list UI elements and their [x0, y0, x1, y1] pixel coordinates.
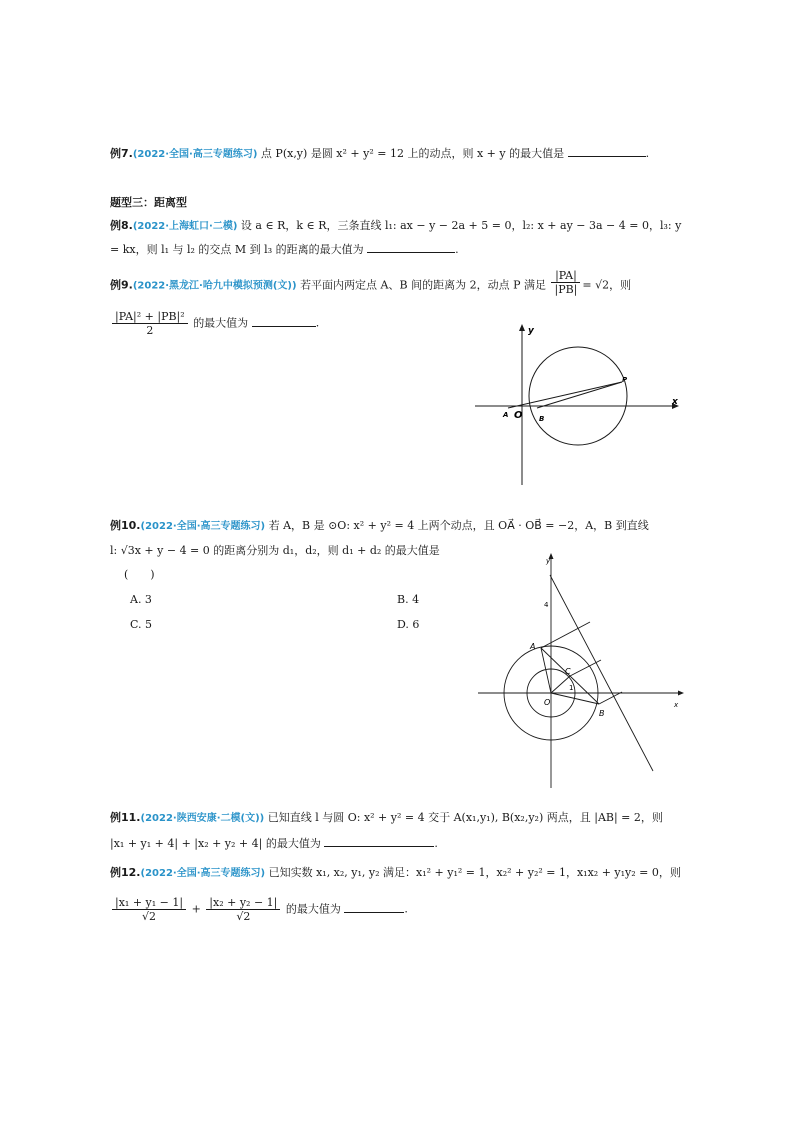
period: .	[404, 902, 408, 916]
perp-A	[541, 622, 590, 648]
example-11	[110, 811, 663, 826]
label-A: A	[503, 411, 509, 419]
label-y: y	[528, 326, 534, 336]
example-text: 的最大值为	[285, 902, 341, 916]
answer-blank[interactable]	[324, 836, 434, 847]
example-8	[110, 219, 681, 234]
label-B: B	[599, 709, 605, 718]
example-7	[110, 146, 649, 162]
example-label: 例8.	[110, 219, 133, 232]
example-10-line2	[110, 544, 440, 558]
section-title: 题型三：距离型	[110, 196, 187, 209]
period: .	[455, 243, 459, 256]
choice-b[interactable]: B. 4	[397, 593, 420, 606]
answer-blank[interactable]	[252, 316, 316, 327]
example-text: 已知实数 x₁, x₂, y₁, y₂ 满足：x₁² + y₁² = 1，x₂² + y₂² = 1，x₁x₂ + y₁y₂ = 0，则	[268, 866, 681, 879]
figure-ex10	[470, 545, 690, 795]
example-label: 例10.	[110, 519, 141, 532]
example-10	[110, 519, 649, 534]
fraction-denominator: 2	[146, 324, 154, 337]
example-source: (2022·黑龙江·哈九中模拟预测(文))	[132, 280, 297, 292]
plus-sign: +	[191, 902, 201, 916]
fraction-1	[112, 896, 186, 923]
period: .	[315, 316, 320, 330]
example-text: = √2，则	[582, 278, 632, 292]
fraction-2	[206, 896, 280, 923]
example-source: (2022·上海虹口·二模)	[132, 221, 238, 232]
fraction-numerator: |PA|² + |PB|²	[112, 310, 188, 324]
example-9-line2	[110, 310, 319, 337]
example-text: 若平面内两定点 A、B 间的距离为 2，动点 P 满足	[300, 278, 546, 292]
label-C: C	[565, 667, 571, 676]
answer-blank[interactable]	[344, 902, 404, 913]
example-label: 例12.	[110, 866, 141, 879]
period: .	[645, 147, 650, 160]
label-1: 1	[569, 684, 574, 692]
example-text: l: √3x + y − 4 = 0 的距离分别为 d₁，d₂，则 d₁ + d₂ 的最大值是	[110, 544, 440, 557]
example-8-line2	[110, 242, 459, 257]
x-axis-arrow-icon	[678, 691, 684, 696]
answer-blank[interactable]	[568, 146, 646, 157]
fraction-denominator: √2	[142, 910, 157, 923]
choice-c[interactable]: C. 5	[130, 618, 153, 631]
sum-fraction	[112, 310, 188, 337]
example-text: |x₁ + y₁ + 4| + |x₂ + y₂ + 4| 的最大值为	[110, 837, 321, 850]
y-axis-arrow-icon	[519, 324, 525, 331]
example-text: 设 a ∈ R，k ∈ R，三条直线 l₁: ax − y − 2a + 5 = 0，l₂: x + ay − 3a − 4 = 0，l₃: y	[240, 219, 682, 232]
fraction-numerator: |x₁ + y₁ − 1|	[112, 896, 186, 910]
label-x: x	[672, 397, 678, 407]
fraction-denominator: √2	[236, 910, 251, 923]
ratio-fraction	[551, 269, 580, 296]
label-O: O	[544, 698, 551, 707]
example-label: 例9.	[110, 278, 133, 292]
example-source: (2022·陕西安康·二模(文))	[140, 813, 265, 824]
example-text: = kx，则 l₁ 与 l₂ 的交点 M 到 l₃ 的距离的最大值为	[110, 243, 364, 256]
example-11-line2	[110, 836, 438, 851]
label-x: x	[674, 701, 679, 709]
example-source: (2022·全国·高三专题练习)	[140, 868, 266, 879]
example-text: 点 P(x,y) 是圆 x² + y² = 12 上的动点，则 x + y 的最大值是	[260, 147, 565, 160]
segment-AP	[508, 382, 622, 408]
choice-d[interactable]: D. 6	[397, 618, 420, 631]
example-source: (2022·全国·高三专题练习)	[132, 149, 258, 160]
label-y: y	[546, 557, 551, 565]
label-O: O	[514, 410, 523, 421]
example-text: 的最大值为	[193, 316, 249, 330]
fraction-denominator: |PB|	[554, 283, 578, 296]
example-text: 已知直线 l 与圆 O: x² + y² = 4 交于 A(x₁,y₁), B(x₂,y₂) 两点，且 |AB| = 2，则	[267, 811, 663, 824]
example-12	[110, 866, 681, 881]
example-label: 例7.	[110, 147, 133, 160]
fraction-numerator: |PA|	[551, 269, 580, 283]
label-P: P	[622, 376, 628, 384]
choice-a[interactable]: A. 3	[130, 593, 152, 606]
perp-B	[599, 692, 622, 704]
example-10-paren: ( )	[124, 568, 155, 581]
circle	[529, 347, 627, 445]
label-4: 4	[544, 601, 549, 609]
example-text: 若 A，B 是 ⊙O: x² + y² = 4 上两个动点，且 OA⃗ · OB⃗ = −2，A，B 到直线	[268, 519, 649, 532]
label-A: A	[530, 642, 536, 651]
figure-ex9	[470, 320, 690, 490]
example-source: (2022·全国·高三专题练习)	[140, 521, 266, 532]
example-12-line2	[110, 896, 408, 923]
fraction-numerator: |x₂ + y₂ − 1|	[206, 896, 280, 910]
segment-BP	[537, 382, 622, 408]
answer-blank[interactable]	[367, 242, 455, 253]
perp-C	[570, 660, 601, 676]
label-B: B	[539, 415, 545, 423]
segment-OC	[551, 676, 570, 693]
example-label: 例11.	[110, 811, 141, 824]
period: .	[434, 837, 438, 850]
example-9	[110, 269, 632, 296]
